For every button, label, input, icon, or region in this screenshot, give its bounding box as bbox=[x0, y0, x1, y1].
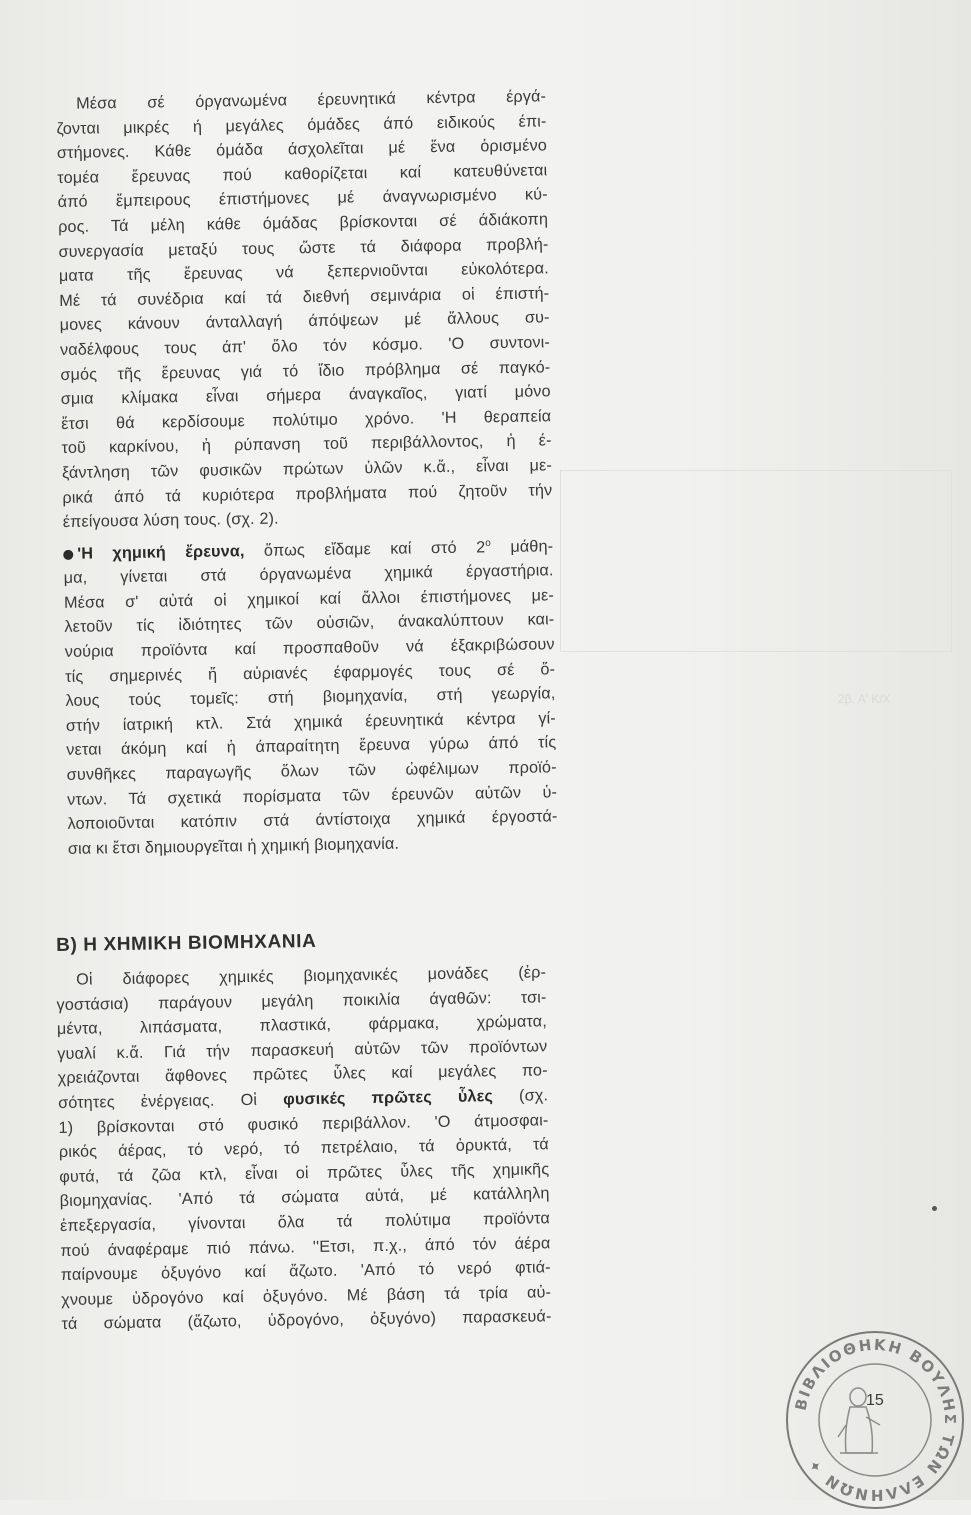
text-line: συνθῆκες παραγωγῆς ὅλων τῶν ὠφέλιμων προϊό- bbox=[66, 758, 557, 784]
text-line: Μέ τά συνέδρια καί τά διεθνή σεμινάρια οἱ έπιστή- bbox=[59, 284, 550, 310]
text-line: μονες κάνουν άνταλλαγή άπόψεων μέ ἄλλους συ- bbox=[59, 308, 550, 335]
text-line: ρικός άέρας, τό νερό, τό πετρέλαιο, τά ὀρυκτά, τά bbox=[58, 1135, 549, 1162]
text-line: στήν ίατρική κτλ. Στά χημικά έρευνητικά κέντρα γί- bbox=[65, 709, 557, 735]
text-line: τίς σημερινές ἤ αὐριανές έφαρμογές τους σέ ὅ- bbox=[65, 659, 556, 686]
text-line: Μέσα σέ όργανωμένα έρευνητικά κέντρα έργά- bbox=[76, 87, 547, 113]
page-number: 15 bbox=[866, 1392, 884, 1409]
text-line: πού άναφέραμε πιό πάνω. ''Ετσι, π.χ., άπό τόν άέρα bbox=[60, 1233, 551, 1260]
text-fragment: ὅπως εἴδαμε καί στό 2 bbox=[244, 538, 486, 560]
bullet-icon bbox=[63, 549, 73, 559]
text-line: σμός τῆς ἔρευνας γιά τό ἴδιο πρόβλημα σέ παγκό- bbox=[60, 357, 551, 384]
text-line: γυαλί κ.ἄ. Γιά τήν παρασκευή αὐτῶν τῶν προϊόντων bbox=[57, 1037, 548, 1063]
text-fragment: μάθη- bbox=[490, 536, 554, 556]
bleed-through-frame bbox=[560, 470, 952, 652]
text-line: τομέα ἔρευνας πού καθορίζεται καί κατευθύνεται bbox=[57, 161, 548, 187]
text-line: χνουμε ὑδρογόνο καί ὀξυγόνο. Μέ βάση τά τρία αὐ- bbox=[61, 1282, 552, 1309]
bleed-through-caption: 2β. Α' Κ/Χ bbox=[838, 692, 891, 706]
text-line: παίρνουμε ὀξυγόνο καί ἄζωτο. 'Από τό νερό φτιά- bbox=[60, 1258, 551, 1285]
stamp-lettering: ΒΙΒΛΙΟΘΗΚΗ ΒΟΥΛΗΣ ΤΩΝ ΕΛΛΗΝΩΝ ✦ bbox=[791, 1335, 960, 1505]
bold-term-raw-materials: φυσικές πρῶτες ὗλες bbox=[283, 1087, 494, 1109]
text-line: Μέσα σ' αὐτά οἱ χημικοί καί ἄλλοι έπιστήμονες με- bbox=[63, 586, 555, 612]
text-line: νεται άκόμη καί ἡ άπαραίτητη ἔρευνα γύρω άπό τίς bbox=[66, 733, 557, 760]
library-stamp bbox=[780, 1325, 970, 1515]
bold-term-chemical-research: 'Η χημική ἔρευνα, bbox=[77, 541, 245, 563]
text-line: άπό ἔμπειρους έπιστήμονες μέ άναγνωρισμένο κύ- bbox=[57, 185, 548, 212]
text-line: ματα τῆς ἔρευνας νά ξεπερνιοῦνται εὐκολότερα. bbox=[58, 259, 549, 286]
text-line: σμια κλίμακα εἶναι σήμερα άναγκαῖος, γιατί μόνο bbox=[60, 382, 551, 409]
text-line: λους τούς τομεῖς: στή βιομηχανία, στή γεωργία, bbox=[65, 684, 556, 711]
text-fragment: (σχ. bbox=[492, 1086, 549, 1106]
text-line: ἐπεξεργασία, γίνονται ὅλα τά πολύτιμα προϊόντα bbox=[59, 1209, 551, 1235]
text-line: ξάντληση τῶν φυσικῶν πρώτων ὑλῶν κ.ἄ., εἶναι με- bbox=[61, 456, 553, 482]
text-line: μα, γίνεται στά όργανωμένα χημικά έργαστήρια. bbox=[63, 561, 554, 588]
text-line: φυτά, τά ζῶα κτλ, εἶναι οἱ πρῶτες ὗλες τῆς χημικῆς bbox=[59, 1160, 550, 1186]
paragraph-research-centers bbox=[56, 84, 558, 861]
text-line: 1) βρίσκονται στό φυσικό περιβάλλον. 'Ο άτμοσφαι- bbox=[58, 1110, 549, 1137]
text-line: συνεργασία μεταξύ τους ὥστε τά διάφορα προβλή- bbox=[58, 234, 549, 261]
text-line: στήμονες. Κάθε όμάδα άσχολεῖται μέ ἕνα ὁρισμένο bbox=[56, 136, 548, 163]
text-line: βιομηχανίας. 'Από τά σώματα αὐτά, μέ κατάλληλη bbox=[59, 1184, 550, 1211]
text-line: ντων. Τά σχετικά πορίσματα τῶν έρευνῶν αὐτῶν ὑ- bbox=[66, 782, 558, 809]
text-line: ἔτσι θά κερδίσουμε πολύτιμο χρόνο. 'Η θεραπεία bbox=[61, 406, 552, 433]
scan-speck bbox=[932, 1206, 937, 1211]
text-line: λοποιοῦνται κατόπιν στά άντίστοιχα χημικά έργοστά- bbox=[67, 807, 558, 834]
superscript: ο bbox=[485, 537, 492, 549]
text-line: νούρια προϊόντα καί προσπαθοῦν νά έξακριβώσουν bbox=[64, 635, 555, 661]
text-line: Οἱ διάφορες χημικές βιομηχανικές μονάδες (ἐρ- bbox=[76, 963, 547, 989]
paragraph-chemical-industry bbox=[56, 960, 552, 1337]
text-line: ναδέλφους τους άπ' ὅλο τόν κόσμο. 'Ο συντονι- bbox=[59, 333, 551, 359]
text-line: ρος. Τά μέλη κάθε όμάδας βρίσκονται σέ άδιάκοπη bbox=[57, 210, 549, 236]
text-line: γοστάσια) παράγουν μεγάλη ποικιλία άγαθῶν: τσι- bbox=[56, 987, 547, 1014]
text-line: τοῦ καρκίνου, ἡ ρύπανση τοῦ περιβάλλοντος, ἡ έ- bbox=[61, 431, 552, 458]
text-line: έπείγουσα λύση τους. (σχ. 2). bbox=[62, 509, 279, 532]
text-line: λετοῦν τίς ἰδιότητες τῶν οὐσιῶν, άνακαλύπτουν και- bbox=[64, 610, 555, 637]
text-line: χρειάζονται ἄφθονες πρῶτες ὗλες καί μεγάλες πο- bbox=[57, 1061, 548, 1088]
text-line: ρικά άπό τά κυριότερα προβλήματα πού ζητοῦν τήν bbox=[62, 480, 553, 507]
section-heading: Β) Η ΧΗΜΙΚΗ ΒΙΟΜΗΧΑΝΙΑ bbox=[56, 930, 317, 956]
text-fragment: σότητες ἐνέργειας. Οἱ bbox=[57, 1090, 284, 1112]
text-line: σια κι ἔτσι δημιουργεῖται ἡ χημική βιομηχανία. bbox=[67, 834, 400, 858]
text-line: ζονται μικρές ή μεγάλες όμάδες άπό ειδικούς έπι- bbox=[56, 111, 547, 138]
text-line: μέντα, λιπάσματα, πλαστικά, φάρμακα, χρώματα, bbox=[56, 1012, 548, 1039]
svg-text:ΒΙΒΛΙΟΘΗΚΗ ΒΟΥΛΗΣ ΤΩΝ ΕΛΛΗΝΩΝ bbox=[792, 1336, 959, 1504]
text-line: τά σώματα (ἄζωτο, ὑδρογόνο, ὀξυγόνο) παρασκευά- bbox=[61, 1307, 552, 1334]
